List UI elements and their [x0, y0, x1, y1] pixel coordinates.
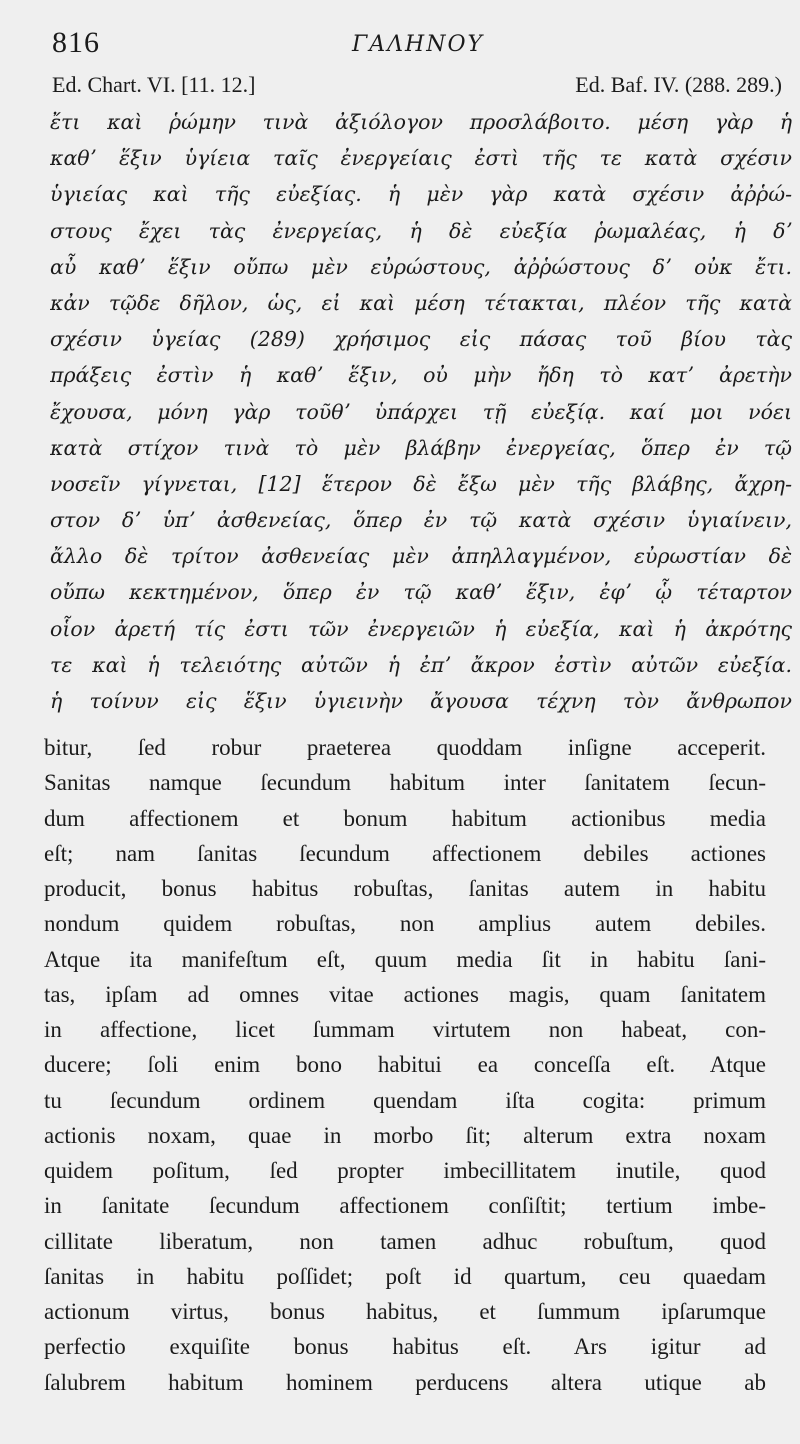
greek-text-line: κἀν τῷδε δῆλον, ὡς, εἰ καὶ μέση τέτακται, πλέον τῆς κατὰ	[50, 290, 792, 315]
greek-text-line: ἡ τοίνυν εἰς ἕξιν ὑγιεινὴν ἄγουσα τέχνη τὸν ἄνθρωπον	[50, 689, 792, 713]
latin-text-line: quidem poſitum, ſed propter imbecillitatem inutile, quod	[44, 1158, 766, 1183]
greek-text-line: ἄλλο δὲ τρίτον ἀσθενείας μὲν ἀπηλλαγμένον, εὐρωστίαν δὲ	[50, 544, 792, 569]
greek-text-block	[50, 104, 792, 719]
latin-text-line: bitur, ſed robur praeterea quoddam inſigne acceperit.	[44, 735, 766, 760]
greek-text-line: ἔχουσα, μόνη γὰρ τοῦθʼ ὑπάρχει τῇ εὐεξίᾳ. καί μοι νόει	[50, 399, 792, 424]
latin-text-line: in affectione, licet ſummam virtutem non habeat, con-	[44, 1017, 766, 1042]
greek-text-line: στους ἔχει τὰς ἐνεργείας, ἡ δὲ εὐεξία ῥωμαλέας, ἡ δʼ	[50, 218, 792, 243]
greek-text-line: πράξεις ἐστὶν ἡ καθʼ ἕξιν, οὐ μὴν ἤδη τὸ κατʼ ἀρετὴν	[50, 363, 792, 388]
latin-text-line: cillitate liberatum, non tamen adhuc robuſtum, quod	[44, 1228, 766, 1254]
greek-text-line: καθʼ ἕξιν ὑγίεια ταῖς ἐνεργείαις ἐστὶ τῆς τε κατὰ σχέσιν	[50, 146, 792, 171]
latin-text-line: perfectio exquiſite bonus habitus eſt. Ars igitur ad	[44, 1334, 766, 1360]
greek-text-line: αὖ καθʼ ἕξιν οὔπω μὲν εὐρώστους, ἀῤῥώστους δʼ οὐκ ἔτι.	[50, 254, 792, 279]
greek-text-line: τε καὶ ἡ τελειότης αὐτῶν ἡ ἐπʼ ἄκρον ἐστὶν αὐτῶν εὐεξία.	[50, 652, 792, 677]
greek-text-line: κατὰ στίχον τινὰ τὸ μὲν βλάβην ἐνεργείας, ὅπερ ἐν τῷ	[50, 435, 792, 460]
page-number: 816	[52, 26, 100, 59]
greek-text-line: οἷον ἀρετή τίς ἐστι τῶν ἐνεργειῶν ἡ εὐεξία, καὶ ἡ ἀκρότης	[50, 616, 792, 641]
latin-text-line: eſt; nam ſanitas ſecundum affectionem debiles actiones	[44, 840, 766, 866]
latin-text-line: in ſanitate ſecundum affectionem conſiſtit; tertium imbe-	[44, 1193, 766, 1219]
latin-text-line: producit, bonus habitus robuſtas, ſanitas autem in habitu	[44, 876, 766, 901]
edition-reference-basel: Ed. Baf. IV. (288. 289.)	[575, 72, 782, 97]
edition-reference-line	[52, 72, 782, 100]
running-title: ΓΑΛΗΝΟΥ	[352, 32, 485, 57]
latin-text-line: Atque ita manifeſtum eſt, quum media ſit in habitu ſani-	[44, 946, 766, 972]
latin-text-line: ſalubrem habitum hominem perducens altera utique ab	[44, 1369, 766, 1395]
greek-text-line: στον δʼ ὑπʼ ἀσθενείας, ὅπερ ἐν τῷ κατὰ σχέσιν ὑγιαίνειν,	[50, 508, 792, 533]
latin-text-line: ducere; ſoli enim bono habitui ea conceſſa eſt. Atque	[44, 1052, 766, 1078]
greek-text-line: σχέσιν ὑγείας (289) χρήσιμος εἰς πάσας τοῦ βίου τὰς	[50, 327, 792, 352]
latin-text-line: tu ſecundum ordinem quendam iſta cogita: primum	[44, 1087, 766, 1113]
latin-text-line: ſanitas in habitu poſſidet; poſt id quartum, ceu quaedam	[44, 1263, 766, 1289]
latin-text-line: Sanitas namque ſecundum habitum inter ſanitatem ſecun-	[44, 770, 766, 796]
latin-text-line: nondum quidem robuſtas, non amplius autem debiles.	[44, 911, 766, 937]
greek-text-line: νοσεῖν γίγνεται, [12] ἕτερον δὲ ἔξω μὲν τῆς βλάβης, ἄχρη-	[50, 471, 792, 496]
edition-reference-chartier: Ed. Chart. VI. [11. 12.]	[52, 72, 256, 97]
greek-text-line: οὔπω κεκτημένον, ὅπερ ἐν τῷ καθʼ ἕξιν, ἐφʼ ᾧ τέταρτον	[50, 580, 792, 605]
latin-text-block	[44, 730, 766, 1400]
latin-text-line: actionis noxam, quae in morbo ſit; alterum extra noxam	[44, 1122, 766, 1148]
latin-text-line: tas, ipſam ad omnes vitae actiones magis, quam ſanitatem	[44, 981, 766, 1007]
page-header	[52, 26, 764, 62]
latin-text-line: dum affectionem et bonum habitum actionibus media	[44, 805, 766, 831]
latin-text-line: actionum virtus, bonus habitus, et ſummum ipſarumque	[44, 1299, 766, 1324]
greek-text-line: ἔτι καὶ ῥώμην τινὰ ἀξιόλογον προσλάβοιτο. μέση γὰρ ἡ	[50, 110, 792, 134]
greek-text-line: ὑγιείας καὶ τῆς εὐεξίας. ἡ μὲν γὰρ κατὰ σχέσιν ἀῤῥώ-	[50, 182, 792, 207]
